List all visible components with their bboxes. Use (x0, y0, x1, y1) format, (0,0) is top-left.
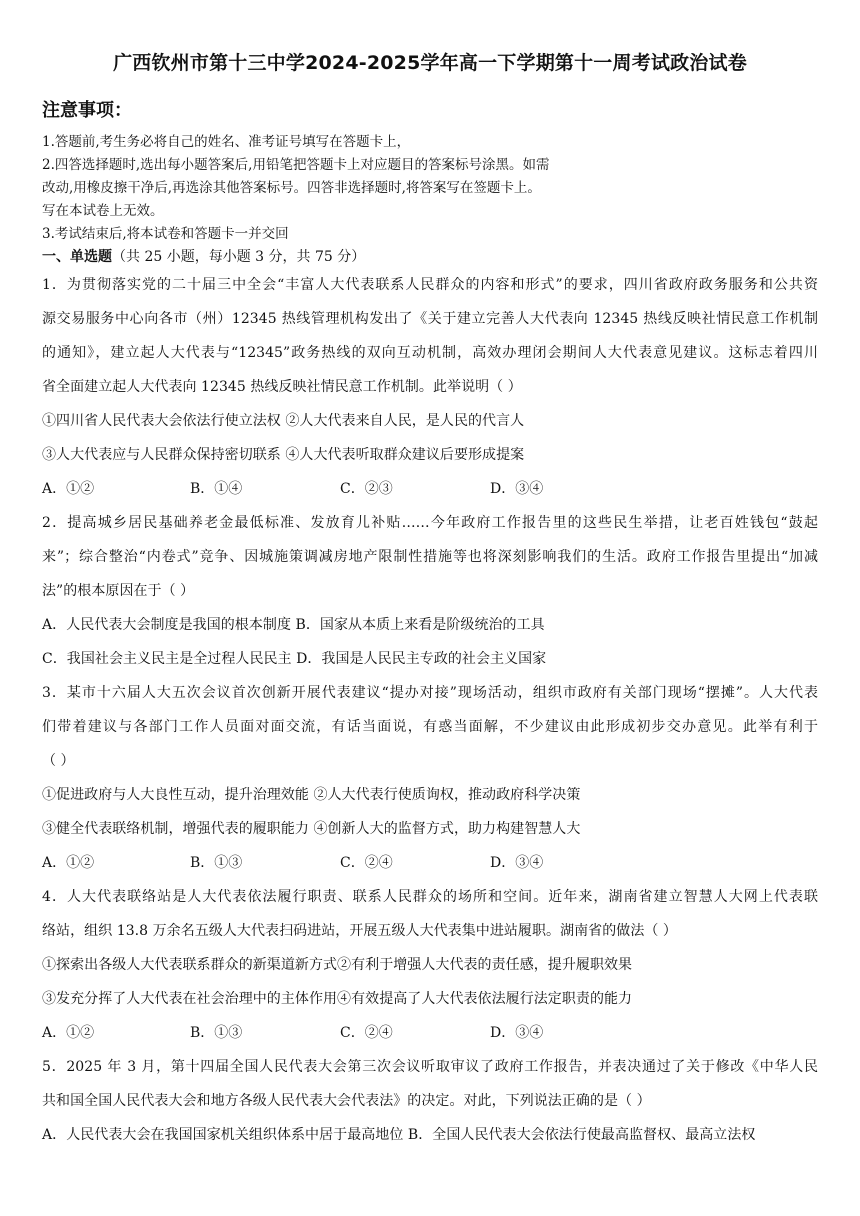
question-3-line: 们带着建议与各部门工作人员面对面交流，有话当面说，有惑当面解，不少建议由此形成初步交办意见。此举有利于 (42, 719, 818, 735)
option-b: B．①④ (190, 481, 243, 497)
question-2-option-row: C．我国社会主义民主是全过程人民民主 D．我国是人民民主专政的社会主义国家 (42, 651, 547, 667)
question-1-line: 1．为贯彻落实党的二十届三中全会“丰富人大代表联系人民群众的内容和形式”的要求，四川省政府政务服务和公共资 (42, 277, 818, 293)
option-a: A．①② (42, 855, 95, 871)
notice-line: 改动,用橡皮擦干净后,再选涂其他答案标号。四答非选择题时,将答案写在签题卡上。 (42, 180, 541, 196)
question-1-statement: ③人大代表应与人民群众保持密切联系 ④人大代表听取群众建议后要形成提案 (42, 447, 525, 463)
section-heading (42, 246, 365, 266)
page-title: 广西钦州市第十三中学2024-2025学年高一下学期第十一周考试政治试卷 (113, 52, 747, 74)
question-4-line: 络站，组织 13.8 万余名五级人大代表扫码进站，开展五级人大代表集中进站履职。湖南省的做法（ ） (42, 923, 677, 939)
question-3-statement: ①促进政府与人大良性互动，提升治理效能 ②人大代表行使质询权，推动政府科学决策 (42, 787, 581, 803)
question-2-line: 法”的根本原因在于（ ） (42, 583, 195, 599)
option-c: C．②④ (340, 1025, 393, 1041)
section-info: （共 25 小题，每小题 3 分，共 75 分） (112, 249, 366, 265)
notice-line: 3.考试结束后,将本试卷和答题卡一并交回 (42, 226, 289, 242)
option-c: C．②③ (340, 481, 393, 497)
question-5-option-row: A．人民代表大会在我国国家机关组织体系中居于最高地位 B．全国人民代表大会依法行使最高监督权、最高立法权 (42, 1127, 756, 1143)
question-4-statement: ③发充分挥了人大代表在社会治理中的主体作用④有效提高了人大代表依法履行法定职责的能力 (42, 991, 633, 1007)
notice-line: 写在本试卷上无效。 (42, 203, 164, 219)
question-1-statement: ①四川省人民代表大会依法行使立法权 ②人大代表来自人民，是人民的代言人 (42, 413, 525, 429)
question-4-statement: ①探索出各级人大代表联系群众的新渠道新方式②有利于增强人大代表的责任感，提升履职效果 (42, 957, 633, 973)
notice-heading: 注意事项： (42, 100, 132, 121)
question-2-line: 来”；综合整治“内卷式”竞争、因城施策调减房地产限制性措施等也将深刻影响我们的生活。政府工作报告里提出“加减 (42, 549, 818, 565)
section-label: 一、单选题 (42, 249, 112, 265)
option-b: B．①③ (190, 855, 243, 871)
question-1-line: 省全面建立起人大代表向 12345 热线反映社情民意工作机制。此举说明（ ） (42, 379, 522, 395)
notice-line: 2.四答选择题时,选出每小题答案后,用铅笔把答题卡上对应题目的答案标号涂黑。如需 (42, 157, 550, 173)
option-d: D．③④ (490, 1025, 544, 1041)
option-a: A．①② (42, 1025, 95, 1041)
question-3-statement: ③健全代表联络机制，增强代表的履职能力 ④创新人大的监督方式，助力构建智慧人大 (42, 821, 581, 837)
question-3-line: 3．某市十六届人大五次会议首次创新开展代表建议“提办对接”现场活动，组织市政府有关部门现场“摆摊”。人大代表 (42, 685, 818, 701)
question-1-line: 源交易服务中心向各市（州）12345 热线管理机构发出了《关于建立完善人大代表向 12345 热线反映社情民意工作机制 (42, 311, 818, 327)
question-5-line: 5．2025 年 3 月，第十四届全国人民代表大会第三次会议听取审议了政府工作报告，并表决通过了关于修改《中华人民 (42, 1059, 818, 1075)
question-4-line: 4．人大代表联络站是人大代表依法履行职责、联系人民群众的场所和空间。近年来，湖南省建立智慧人大网上代表联 (42, 889, 818, 905)
question-1-line: 的通知》，建立起人大代表与“12345”政务热线的双向互动机制，高效办理闭会期间人大代表意见建议。这标志着四川 (42, 345, 818, 361)
question-3-line: （ ） (42, 753, 75, 769)
option-c: C．②④ (340, 855, 393, 871)
option-d: D．③④ (490, 481, 544, 497)
notice-line: 1.答题前,考生务必将自己的姓名、准考证号填写在答题卡上， (42, 134, 411, 150)
question-5-line: 共和国全国人民代表大会和地方各级人民代表大会代表法》的决定。对此，下列说法正确的是（ ） (42, 1093, 651, 1109)
question-2-option-row: A．人民代表大会制度是我国的根本制度 B．国家从本质上来看是阶级统治的工具 (42, 617, 545, 633)
option-b: B．①③ (190, 1025, 243, 1041)
option-a: A．①② (42, 481, 95, 497)
option-d: D．③④ (490, 855, 544, 871)
question-2-line: 2．提高城乡居民基础养老金最低标准、发放育儿补贴……今年政府工作报告里的这些民生举措，让老百姓钱包“鼓起 (42, 515, 818, 531)
